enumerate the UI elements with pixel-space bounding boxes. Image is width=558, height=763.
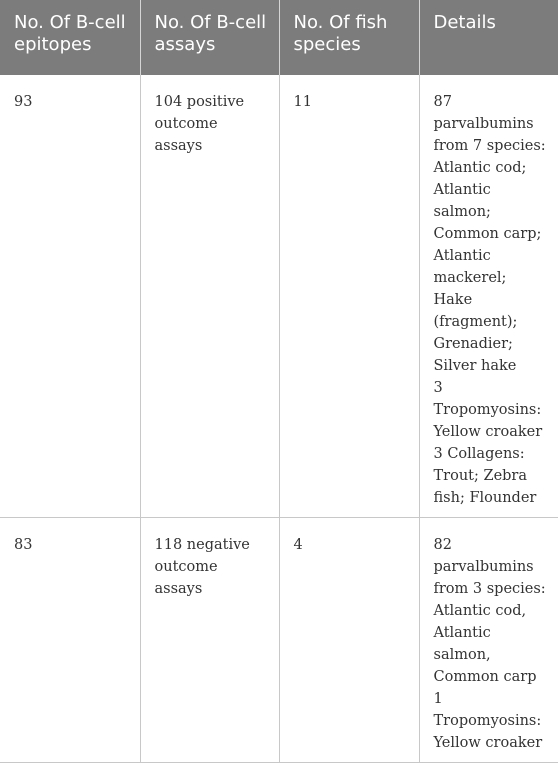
header-species: No. Of fish species (279, 0, 419, 75)
cell-details (419, 518, 558, 763)
table-header (0, 0, 558, 75)
details-line: 1 Tropomyosins: Yellow croaker (433, 691, 543, 751)
header-row (0, 0, 558, 75)
cell-assays: 104 positive outcome assays (140, 75, 279, 518)
header-assays: No. Of B-cell assays (140, 0, 279, 75)
cell-epitopes: 83 (0, 518, 140, 763)
table-body (0, 75, 558, 763)
details-line: 82 parvalbumins from 3 species: Atlantic cod, Atlantic salmon, Common carp (433, 537, 546, 685)
cell-assays: 118 negative outcome assays (140, 518, 279, 763)
table-row (0, 75, 558, 518)
cell-epitopes: 93 (0, 75, 140, 518)
details-line: 3 Tropomyosins: Yellow croaker (433, 380, 543, 440)
table-row (0, 518, 558, 763)
details-line: 87 parvalbumins from 7 species: Atlantic cod; Atlantic salmon; Common carp; Atlantic mackerel; Hake (fragment); Grenadier; Silver hake (433, 94, 546, 374)
header-details: Details (419, 0, 558, 75)
header-epitopes: No. Of B-cell epitopes (0, 0, 140, 75)
cell-species: 11 (279, 75, 419, 518)
cell-species: 4 (279, 518, 419, 763)
cell-details (419, 75, 558, 518)
details-line: 3 Collagens: Trout; Zebra fish; Flounder (433, 446, 537, 506)
